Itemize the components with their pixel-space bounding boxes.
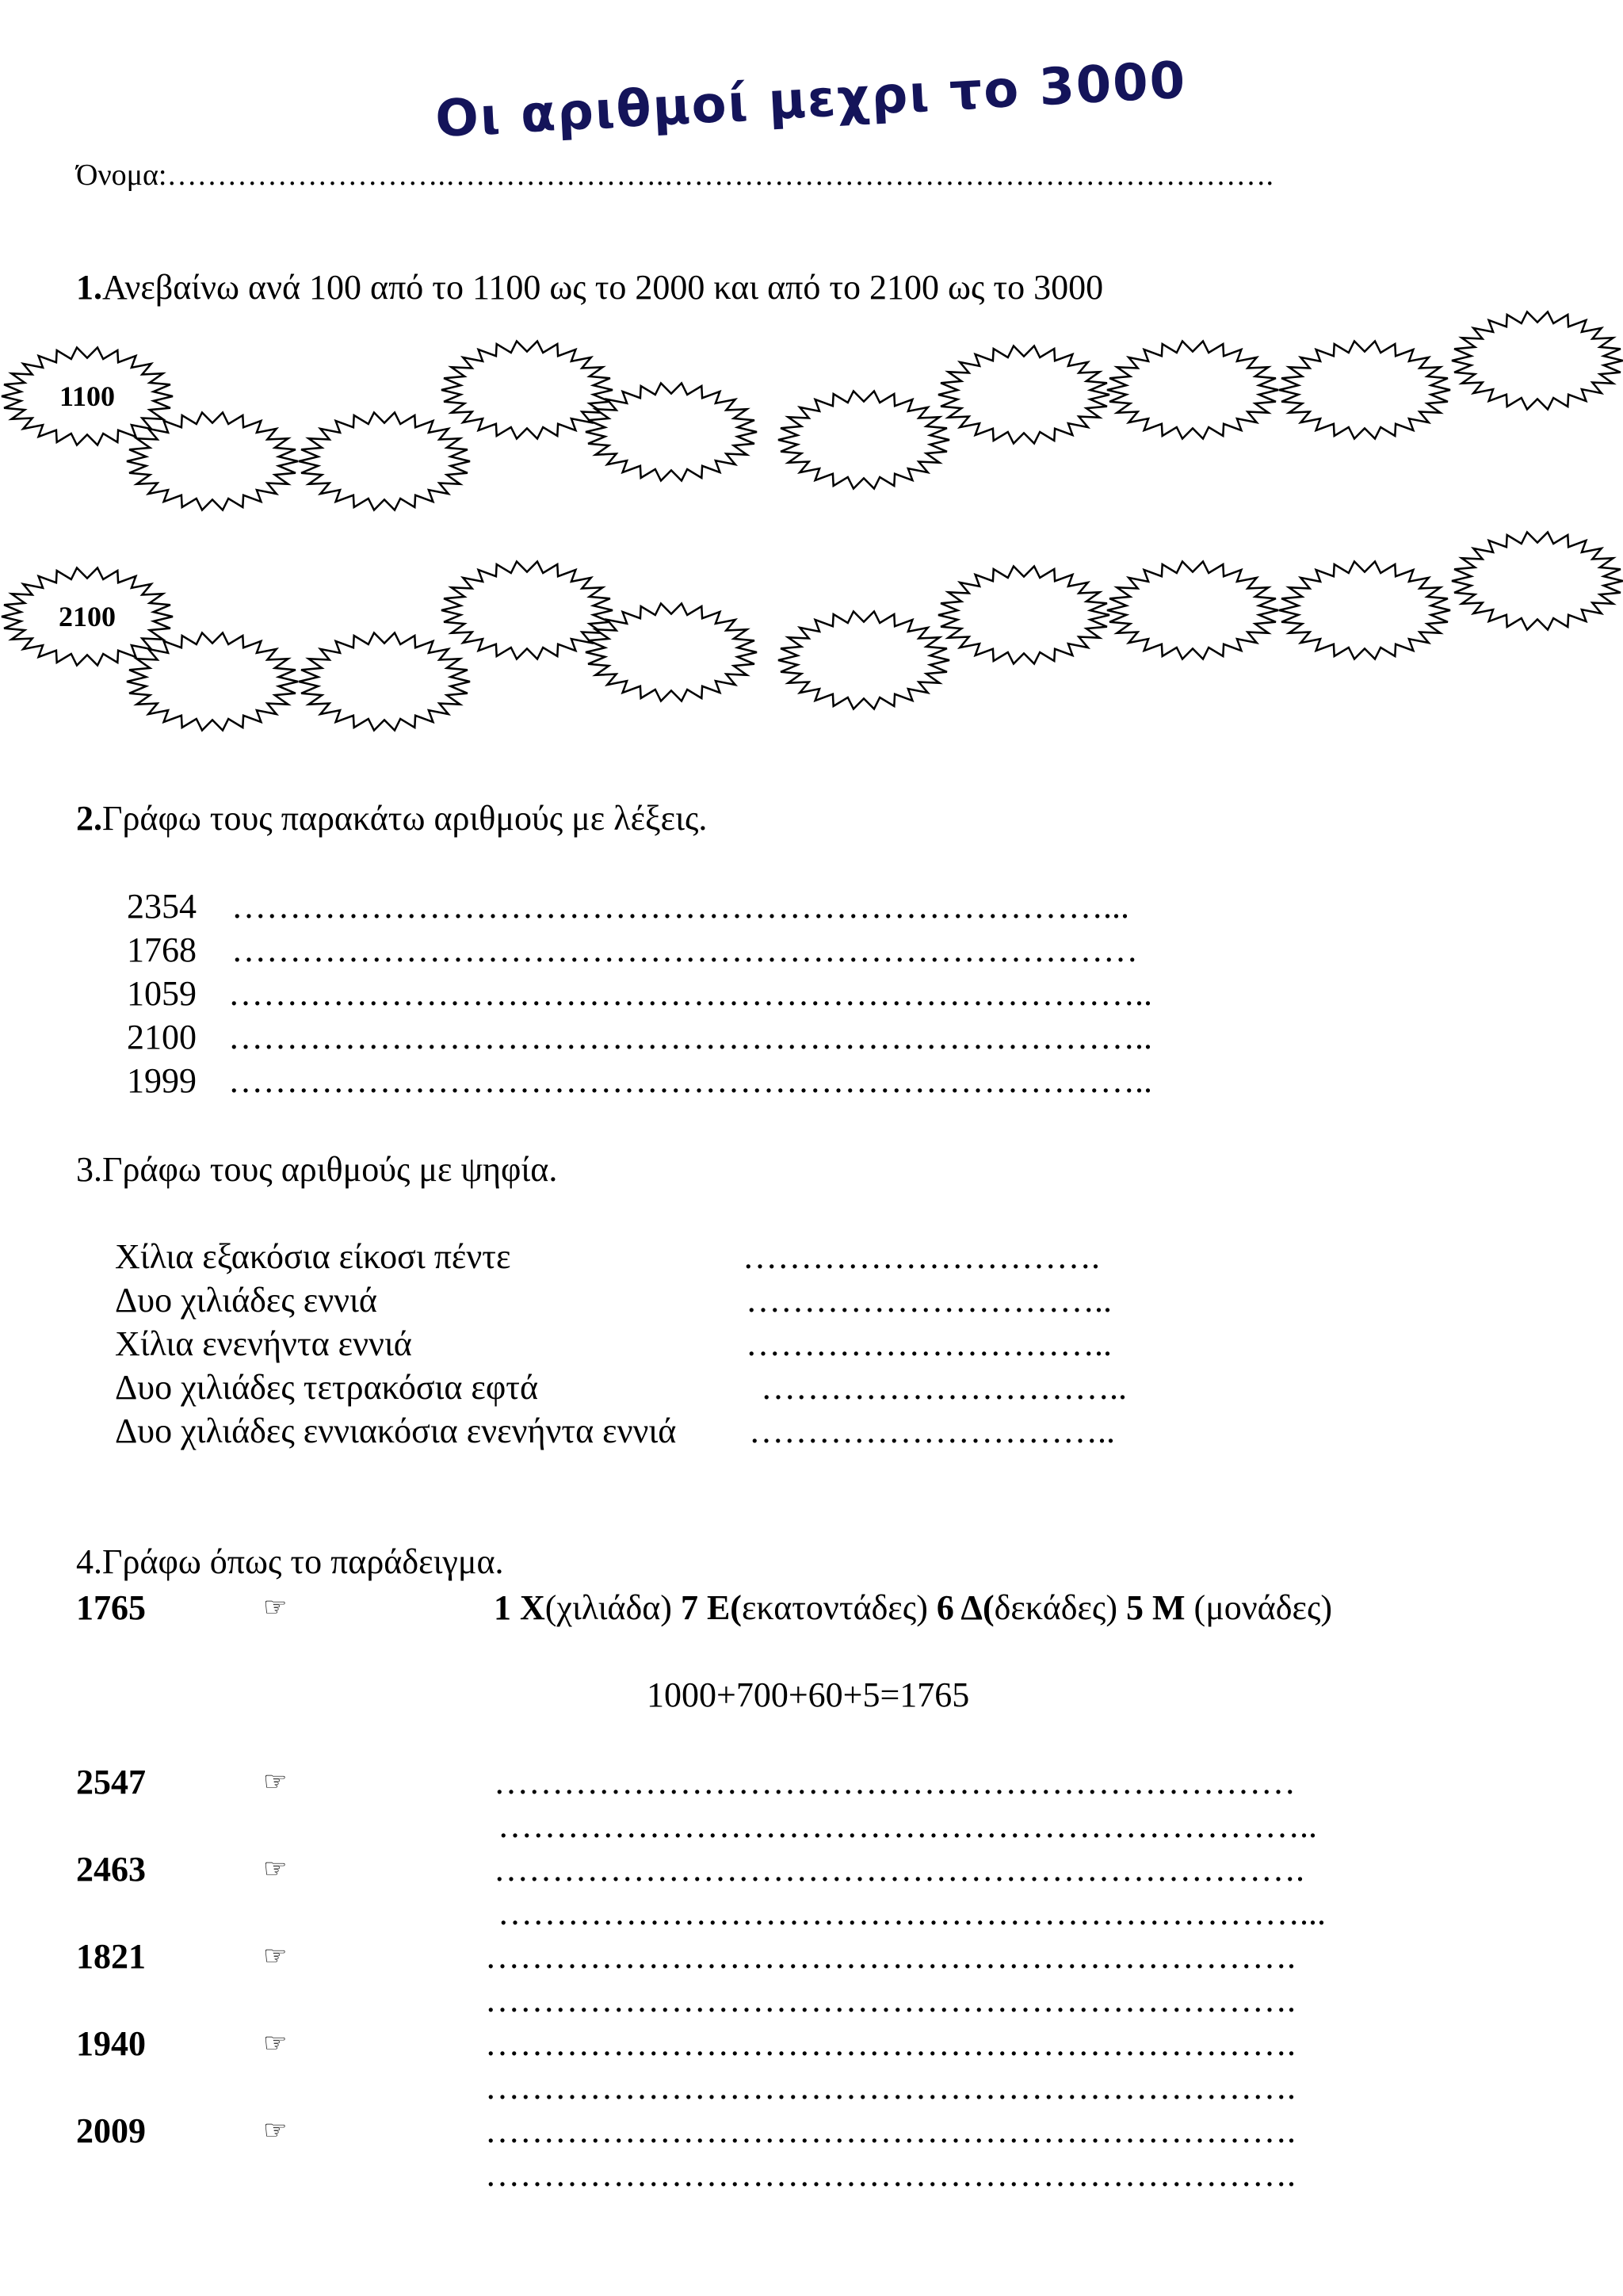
ex4-line-2b[interactable]: ……………………………………………………………... xyxy=(498,1893,1326,1932)
ex3-words-5: Δυο χιλιάδες εννιακόσια ενενήντα εννιά xyxy=(115,1412,677,1450)
ex2-num-1: 2354 xyxy=(127,887,197,926)
sun-shape[interactable] xyxy=(778,612,949,709)
sun-label-1100: 1100 xyxy=(59,380,116,412)
sun-shape[interactable] xyxy=(441,562,613,659)
exercise-2-heading xyxy=(76,798,707,839)
sun-shape[interactable] xyxy=(1107,562,1278,659)
ex4-num-5: 2009 xyxy=(76,2111,146,2150)
exercise-1-text: Ανεβαίνω ανά 100 από το 1100 ως το 2000 και από το 2100 ως το 3000 xyxy=(102,268,1104,307)
ex4-num-2: 2463 xyxy=(76,1850,146,1889)
ex3-words-3: Χίλια ενενήντα εννιά xyxy=(115,1324,412,1363)
sun-shape[interactable] xyxy=(127,413,298,510)
worksheet-title: Οι αριθμοί μεχρι το 3000 xyxy=(433,51,1189,150)
ex4-line-5b[interactable]: ……………………………………………………………. xyxy=(485,2155,1296,2194)
ex2-answer-line-4[interactable]: …………………………………………………………………….. xyxy=(228,1018,1152,1056)
pointing-hand-icon: ☞ xyxy=(263,1940,288,1972)
ex2-answer-line-3[interactable]: …………………………………………………………………….. xyxy=(228,974,1152,1013)
ex4-line-3a[interactable]: ……………………………………………………………. xyxy=(485,1937,1296,1976)
ex2-num-4: 2100 xyxy=(127,1018,197,1056)
example-breakdown xyxy=(494,1587,1332,1629)
ex4-line-1b[interactable]: …………………………………………………………….. xyxy=(498,1806,1317,1845)
ex4-line-1a[interactable]: …………………………………………………………… xyxy=(494,1763,1296,1801)
ex3-answer-line-4[interactable]: ………………………….. xyxy=(761,1368,1127,1407)
ex4-num-1: 2547 xyxy=(76,1763,146,1801)
pointing-hand-icon: ☞ xyxy=(263,2115,288,2146)
sun-shape[interactable] xyxy=(1279,562,1450,659)
pointing-hand-icon: ☞ xyxy=(263,1591,288,1623)
sun-shape[interactable] xyxy=(586,604,757,701)
pointing-hand-icon: ☞ xyxy=(263,2027,288,2059)
ex4-line-4b[interactable]: ……………………………………………………………. xyxy=(485,2068,1296,2107)
example-number: 1765 xyxy=(76,1588,146,1627)
ex3-answer-line-5[interactable]: ………………………….. xyxy=(749,1412,1115,1450)
exercise-3-heading: 3.Γράφω τους αριθμούς με ψηφία. xyxy=(76,1150,558,1189)
thousands-value: 1 Χ xyxy=(494,1588,545,1627)
pointing-hand-icon: ☞ xyxy=(263,1853,288,1885)
ex4-line-3b[interactable]: ……………………………………………………………. xyxy=(485,1981,1296,2019)
ex4-num-4: 1940 xyxy=(76,2024,146,2063)
ex4-line-4a[interactable]: ……………………………………………………………. xyxy=(485,2024,1296,2063)
exercise-4-heading: 4.Γράφω όπως το παράδειγμα. xyxy=(76,1542,504,1581)
sun-shape[interactable] xyxy=(938,567,1109,664)
exercise-2-number: 2. xyxy=(76,799,102,838)
ex3-words-4: Δυο χιλιάδες τετρακόσια εφτά xyxy=(115,1368,539,1407)
sun-shape[interactable] xyxy=(778,392,949,489)
ex3-words-1: Χίλια εξακόσια είκοσι πέντε xyxy=(115,1237,511,1276)
pointing-hand-icon: ☞ xyxy=(263,1766,288,1797)
sun-shape[interactable] xyxy=(299,633,470,731)
exercise-1-number: 1. xyxy=(76,268,102,307)
ex3-answer-line-2[interactable]: ………………………….. xyxy=(746,1281,1112,1320)
sun-shape[interactable] xyxy=(1452,312,1623,410)
ex2-answer-line-1[interactable]: …………………………………………………………………... xyxy=(231,887,1129,926)
hundreds-value: 7 Ε( xyxy=(680,1588,742,1627)
tens-value: 6 Δ( xyxy=(936,1588,995,1627)
example-sum: 1000+700+60+5=1765 xyxy=(647,1675,970,1714)
sun-label-2100: 2100 xyxy=(59,601,116,632)
exercise-2-text: Γράφω τους παρακάτω αριθμούς με λέξεις. xyxy=(102,799,708,838)
ex3-words-2: Δυο χιλιάδες εννιά xyxy=(115,1281,377,1320)
units-word: (μονάδες) xyxy=(1193,1588,1333,1627)
ex2-answer-line-5[interactable]: …………………………………………………………………….. xyxy=(228,1061,1152,1100)
tens-word: δεκάδες) xyxy=(994,1588,1118,1627)
ex4-line-5a[interactable]: ……………………………………………………………. xyxy=(485,2111,1296,2150)
name-line[interactable]: Όνομα:……………………….………………….……………………………………………………. xyxy=(76,159,1274,192)
sun-shape[interactable] xyxy=(441,342,613,439)
ex4-line-2a[interactable]: ……………………………………………………………. xyxy=(494,1850,1304,1889)
sun-shapes-area xyxy=(0,0,1623,761)
ex3-answer-line-3[interactable]: ………………………….. xyxy=(746,1324,1112,1363)
sun-shape[interactable] xyxy=(1452,533,1623,630)
sun-shape[interactable] xyxy=(1107,342,1278,439)
thousands-word: (χιλιάδα) xyxy=(544,1588,672,1627)
ex2-answer-line-2[interactable]: …………………………………………………………………… xyxy=(231,930,1138,969)
sun-shape[interactable] xyxy=(299,413,470,510)
sun-shape[interactable] xyxy=(586,384,757,481)
units-value: 5 Μ xyxy=(1126,1588,1186,1627)
ex4-num-3: 1821 xyxy=(76,1937,146,1976)
hundreds-word: εκατοντάδες) xyxy=(741,1588,928,1627)
sun-shape[interactable] xyxy=(938,346,1109,444)
ex2-num-2: 1768 xyxy=(127,930,197,969)
ex2-num-5: 1999 xyxy=(127,1061,197,1100)
ex2-num-3: 1059 xyxy=(127,974,197,1013)
sun-shape[interactable] xyxy=(1279,342,1450,439)
sun-shape[interactable] xyxy=(127,633,298,731)
ex3-answer-line-1[interactable]: …………………………. xyxy=(743,1237,1100,1276)
